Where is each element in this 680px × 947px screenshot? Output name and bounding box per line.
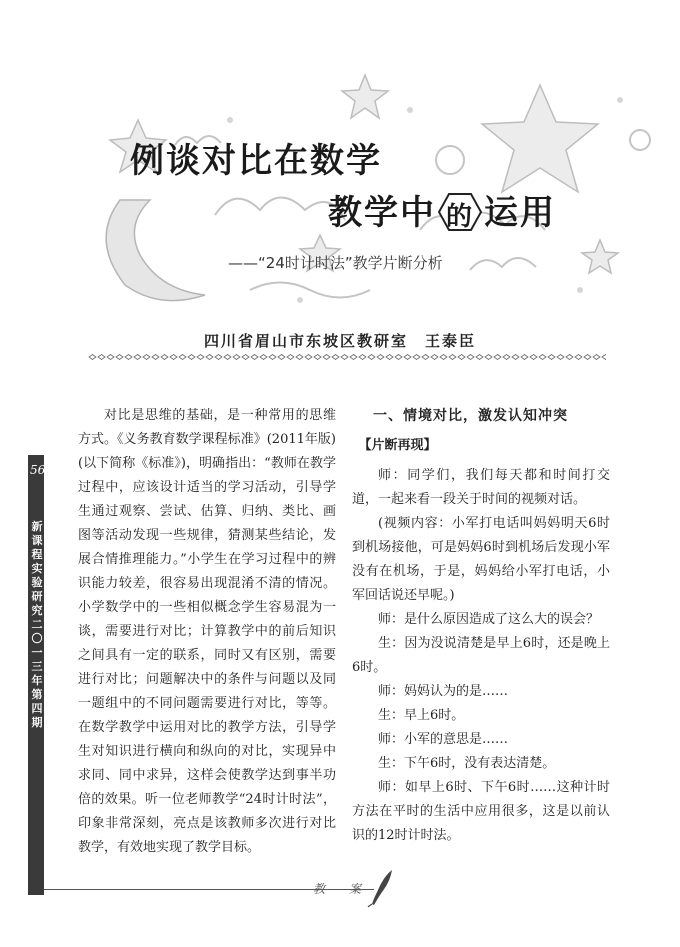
- title-de-badge: [438, 192, 482, 232]
- right-paragraph: 师：是什么原因造成了这么大的误会？: [378, 612, 600, 627]
- footer-label: 教 案: [313, 882, 368, 896]
- right-paragraph: (视频内容：小军打电话叫妈妈明天6时到机场接他，可是妈妈6时到机场后发现小军没有在机场，于是，妈妈给小军打电话，小军回话说还早呢。): [352, 516, 610, 603]
- title-de-char: 的: [445, 201, 474, 232]
- title-part1: 教学中: [328, 193, 436, 233]
- author-line: 四川省眉山市东坡区教研室 王泰臣: [203, 332, 476, 350]
- article-title-line2: [328, 185, 556, 235]
- right-paragraph: 生：下午6时，没有表达清楚。: [378, 756, 556, 771]
- left-column: [78, 404, 336, 860]
- right-paragraph: 师：妈妈认为的是……: [378, 684, 509, 699]
- right-paragraph: 生：因为没说清楚是早上6时，还是晚上6时。: [352, 636, 610, 675]
- page-number: 56: [30, 463, 46, 477]
- right-paragraph: 师：如早上6时、下午6时……这种计时方法在平时的生活中应用很多，这是以前认识的12时计时法。: [352, 780, 610, 843]
- right-column: [352, 404, 610, 848]
- left-paragraph: 对比是思维的基础，是一种常用的思维方式。《义务教育数学课程标准》(2011年版)(以下简称《标准》)，明确指出：“教师在教学过程中，应该设计适当的学习活动，引导学生通过观察、尝试、估算、归纳、类比、画图等活动发现一些规律，猜测某些结论，发展合情推理能力。”小学生在学习过程中的辨识能力较差，很容易出现混淆不清的情况。小学数学中的一些相似概念学生容易混为一谈，需要进行对比；计算教学中的前后知识之间具有一定的联系，同时又有区别，需要进行对比；问题解决中的条件与问题以及同一题组中的不同问题需要进行对比，等等。在数学教学中运用对比的教学方法，引导学生对知识进行横向和纵向的对比，实现异中求同、同中求异，这样会使教学达到事半功倍的效果。听一位老师教学“24时计时法”，印象非常深刻，亮点是该教师多次进行对比教学，有效地实现了教学目标。: [78, 408, 336, 855]
- article-subtitle: ——“24时计时法”教学片断分析: [228, 254, 443, 272]
- quill-pen-icon: [366, 868, 396, 908]
- title-part2: 运用: [484, 193, 556, 233]
- right-paragraph: 生：早上6时。: [378, 708, 465, 723]
- fragment-label: 【片断再现】: [358, 438, 437, 453]
- section-heading: 一、情境对比，激发认知冲突: [373, 408, 568, 424]
- right-paragraph: 师：小军的意思是……: [378, 732, 509, 747]
- article-title-line1: 例谈对比在数学: [130, 141, 382, 181]
- right-paragraph: 师：同学们，我们每天都和时间打交道，一起来看一段关于时间的视频对话。: [352, 468, 610, 507]
- journal-vertical-title: 新课程实验研究 二〇一三年 第四期: [31, 520, 54, 729]
- diamond-divider: [88, 354, 606, 360]
